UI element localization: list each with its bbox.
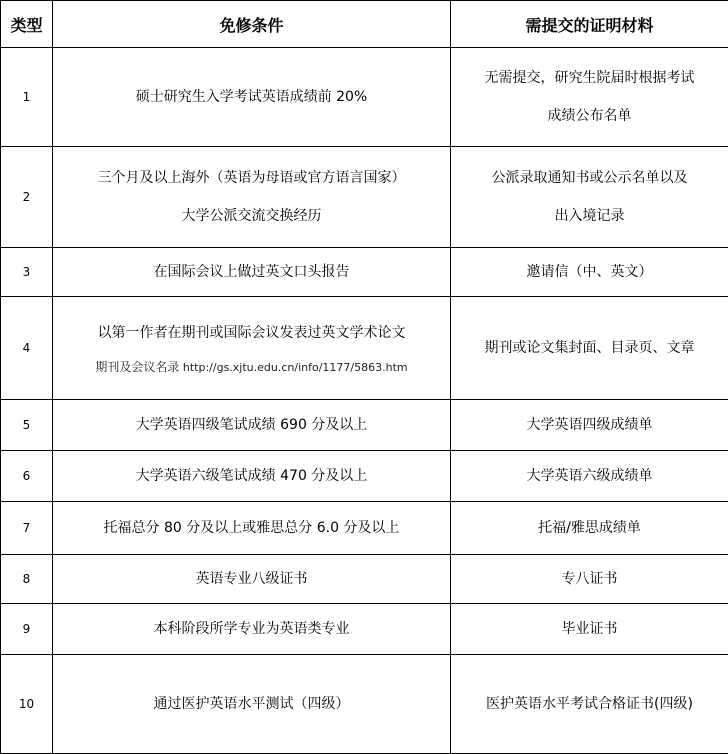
condition-line: 英语专业八级证书 bbox=[57, 560, 446, 598]
materials-line: 邀请信（中、英文） bbox=[455, 253, 724, 291]
condition-line: 托福总分 80 分及以上或雅思总分 6.0 分及以上 bbox=[57, 509, 446, 547]
header-type: 类型 bbox=[1, 1, 53, 48]
materials-cell bbox=[451, 48, 728, 147]
materials-line: 大学英语四级成绩单 bbox=[455, 406, 724, 444]
table-row bbox=[1, 48, 728, 147]
table-row bbox=[1, 655, 728, 754]
table-row bbox=[1, 297, 728, 400]
condition-cell bbox=[53, 655, 451, 754]
type-cell: 3 bbox=[1, 248, 53, 297]
condition-cell bbox=[53, 147, 451, 248]
journal-list-label: 期刊及会议名录 bbox=[95, 360, 179, 374]
materials-cell bbox=[451, 400, 728, 451]
condition-cell bbox=[53, 502, 451, 555]
condition-cell bbox=[53, 48, 451, 147]
materials-cell bbox=[451, 502, 728, 555]
condition-line: 通过医护英语水平测试（四级） bbox=[57, 685, 446, 723]
condition-line: 在国际会议上做过英文口头报告 bbox=[57, 253, 446, 291]
condition-line: 三个月及以上海外（英语为母语或官方语言国家） bbox=[57, 159, 446, 197]
table-row bbox=[1, 502, 728, 555]
table-row bbox=[1, 604, 728, 655]
condition-line: 硕士研究生入学考试英语成绩前 20% bbox=[57, 78, 446, 116]
materials-cell bbox=[451, 248, 728, 297]
type-cell: 10 bbox=[1, 655, 53, 754]
materials-cell bbox=[451, 451, 728, 502]
materials-line: 期刊或论文集封面、目录页、文章 bbox=[455, 329, 724, 367]
materials-line: 出入境记录 bbox=[455, 197, 724, 235]
materials-cell bbox=[451, 555, 728, 604]
type-cell: 4 bbox=[1, 297, 53, 400]
materials-cell bbox=[451, 297, 728, 400]
condition-cell bbox=[53, 297, 451, 400]
type-cell: 6 bbox=[1, 451, 53, 502]
table-row bbox=[1, 555, 728, 604]
journal-list-link[interactable]: http://gs.xjtu.edu.cn/info/1177/5863.htm bbox=[183, 361, 408, 374]
condition-line: 本科阶段所学专业为英语类专业 bbox=[57, 610, 446, 648]
header-condition: 免修条件 bbox=[53, 1, 451, 48]
condition-cell bbox=[53, 248, 451, 297]
materials-line: 毕业证书 bbox=[455, 610, 724, 648]
condition-cell bbox=[53, 555, 451, 604]
condition-line: 大学英语四级笔试成绩 690 分及以上 bbox=[57, 406, 446, 444]
type-cell: 5 bbox=[1, 400, 53, 451]
condition-cell bbox=[53, 400, 451, 451]
journal-list-note bbox=[57, 352, 446, 383]
materials-cell bbox=[451, 604, 728, 655]
condition-line: 大学公派交流交换经历 bbox=[57, 197, 446, 235]
table-row bbox=[1, 248, 728, 297]
materials-line: 大学英语六级成绩单 bbox=[455, 457, 724, 495]
materials-cell bbox=[451, 655, 728, 754]
type-cell: 7 bbox=[1, 502, 53, 555]
materials-line: 托福/雅思成绩单 bbox=[455, 509, 724, 547]
materials-line: 医护英语水平考试合格证书(四级) bbox=[455, 685, 724, 723]
type-cell: 9 bbox=[1, 604, 53, 655]
table-row bbox=[1, 147, 728, 248]
type-cell: 2 bbox=[1, 147, 53, 248]
materials-line: 成绩公布名单 bbox=[455, 97, 724, 135]
table-row bbox=[1, 451, 728, 502]
condition-line: 大学英语六级笔试成绩 470 分及以上 bbox=[57, 457, 446, 495]
condition-line: 以第一作者在期刊或国际会议发表过英文学术论文 bbox=[57, 314, 446, 352]
materials-cell bbox=[451, 147, 728, 248]
materials-line: 公派录取通知书或公示名单以及 bbox=[455, 159, 724, 197]
materials-line: 专八证书 bbox=[455, 560, 724, 598]
condition-cell bbox=[53, 604, 451, 655]
header-row bbox=[1, 1, 728, 48]
materials-line: 无需提交，研究生院届时根据考试 bbox=[455, 59, 724, 97]
table-row bbox=[1, 400, 728, 451]
type-cell: 1 bbox=[1, 48, 53, 147]
header-materials: 需提交的证明材料 bbox=[451, 1, 728, 48]
type-cell: 8 bbox=[1, 555, 53, 604]
condition-cell bbox=[53, 451, 451, 502]
